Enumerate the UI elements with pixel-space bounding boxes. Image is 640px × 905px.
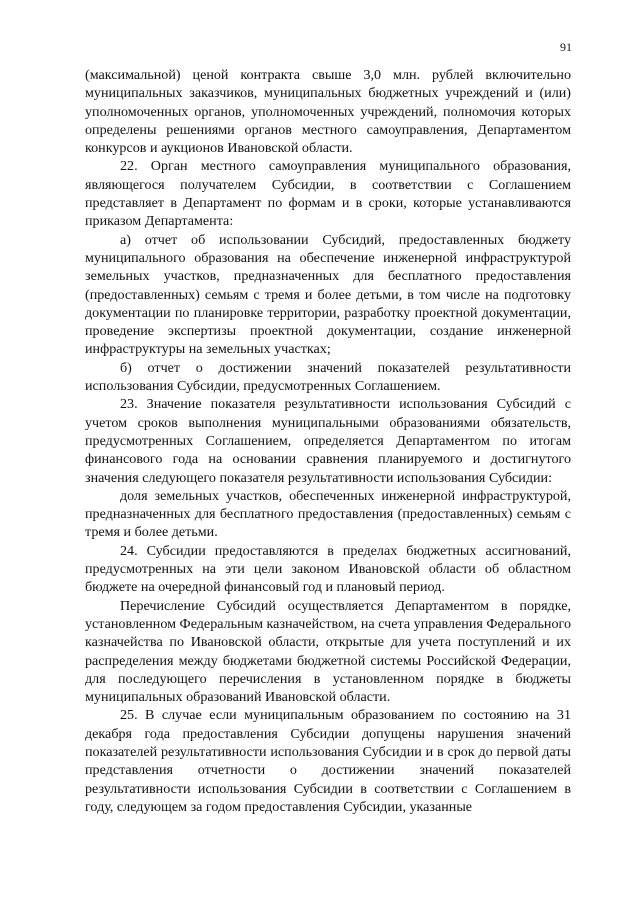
paragraph-indicator: доля земельных участков, обеспеченных инженерной инфраструктурой, предназначенных для бесплатного предоставления (предоставленных) семьям с тремя и более детьми.	[85, 487, 571, 541]
paragraph-transfer: Перечисление Субсидий осуществляется Департаментом в порядке, установленном Федеральным казначейством, на счета управления Федерального казначейства по Ивановской области, открытые для учета поступлений и их распределения между бюджетами бюджетной системы Российской Федерации, для последующего перечисления в установленном порядке в бюджеты муниципальных образований Ивановской области.	[85, 597, 571, 706]
page-number: 91	[560, 40, 572, 54]
paragraph-clause-23: 23. Значение показателя результативности использования Субсидий с учетом сроков выполнения муниципальными образованиями обязательств, предусмотренных Соглашением, определяется Департаментом по итогам финансового года на основании сравнения планируемого и достигнутого значения следующего показателя результативности использования Субсидии:	[85, 396, 571, 486]
paragraph-item-a: а) отчет об использовании Субсидий, предоставленных бюджету муниципального образования на обеспечение инженерной инфраструктурой земельных участков, предназначенных для бесплатного предоставления (предоставленных) семьям с тремя и более детьми, в том числе на подготовку документации по планировке территории, разработку проектной документации, проведение экспертизы проектной документации, создание инженерной инфраструктуры на земельных участках;	[85, 231, 571, 358]
paragraph-clause-25: 25. В случае если муниципальным образованием по состоянию на 31 декабря года предоставления Субсидии допущены нарушения значений показателей результативности использования Субсидии и в срок до первой даты представления отчетности о достижении значений показателей результативности использования Субсидии в соответствии с Соглашением в году, следующем за годом предоставления Субсидии, указанные	[85, 707, 571, 815]
document-body	[85, 66, 571, 816]
paragraph-continuation: (максимальной) ценой контракта свыше 3,0 млн. рублей включительно муниципальных заказчиков, муниципальных бюджетных учреждений и (или) уполномоченных органов, уполномоченных учреждений, полномочия которых определены решениями органов местного самоуправления, Департаментом конкурсов и аукционов Ивановской области.	[85, 67, 571, 157]
paragraph-clause-24: 24. Субсидии предоставляются в пределах бюджетных ассигнований, предусмотренных на эти цели законом Ивановской области об областном бюджете на очередной финансовый год и плановый период.	[85, 542, 571, 596]
paragraph-clause-22: 22. Орган местного самоуправления муниципального образования, являющегося получателем Субсидии, в соответствии с Соглашением представляет в Департамент по формам и в сроки, которые устанавливаются приказом Департамента:	[85, 158, 571, 230]
paragraph-item-b: б) отчет о достижении значений показателей результативности использования Субсидии, предусмотренных Соглашением.	[85, 359, 571, 395]
